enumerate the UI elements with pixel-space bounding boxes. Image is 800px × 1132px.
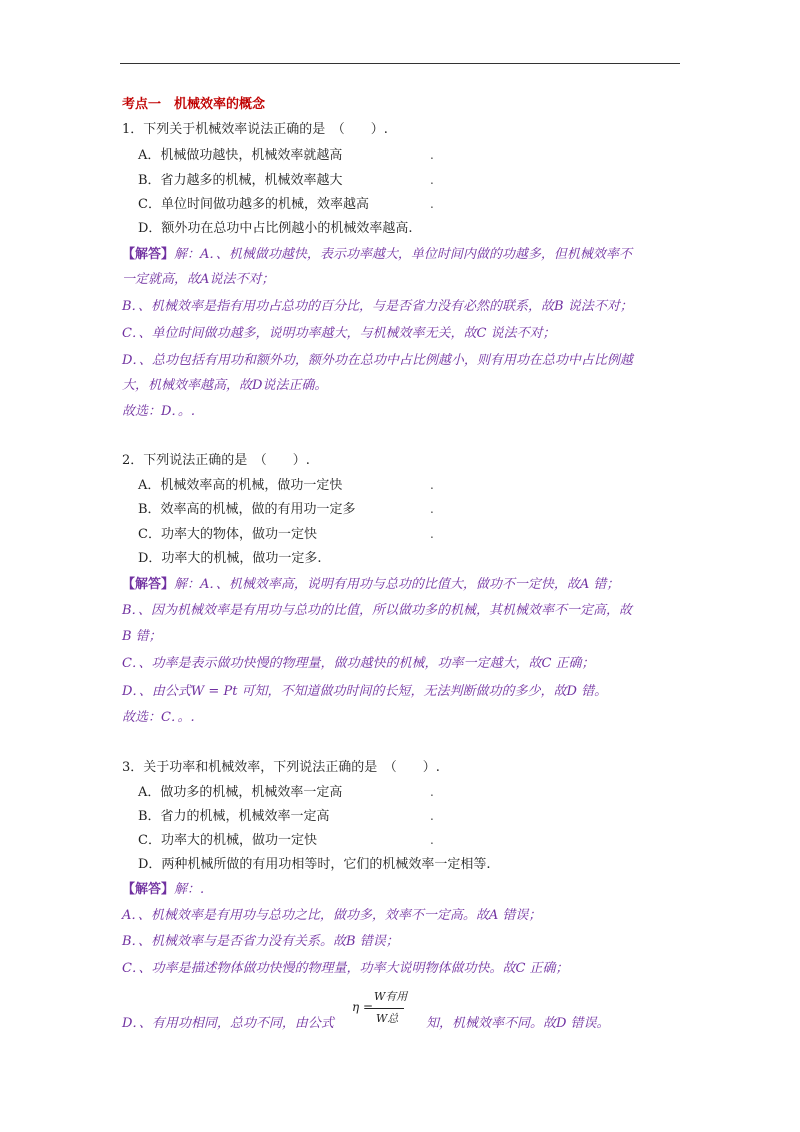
formula-lhs: η =: [352, 1000, 374, 1014]
question-1-answer-line-2: 一定就高，故A说法不对；: [122, 272, 275, 287]
answer-label: 【解答】: [122, 577, 175, 592]
question-2-stem: 2．下列说法正确的是 （ ）.: [122, 453, 310, 468]
question-1-answer-line-6: 大，机械效率越高，故D说法正确。: [122, 378, 328, 393]
question-1-answer-line-7: 故选：D．。.: [122, 404, 196, 419]
trailing-dot: .: [430, 785, 434, 799]
question-1-answer-line-3: B．、机械效率是指有用功占总功的百分比，与是否省力没有必然的联系，故B 说法不对；: [122, 299, 633, 314]
question-3-answer-line-2: A．、机械效率是有用功与总功之比，做功多，效率不一定高。故A 错误；: [122, 908, 542, 923]
header-rule: [120, 63, 680, 64]
formula-numerator: W有用: [374, 990, 408, 1003]
question-3-answer-line-3: B．、机械效率与是否省力没有关系。故B 错误；: [122, 934, 399, 949]
question-3-option-b: B．省力的机械，机械效率一定高: [138, 809, 330, 824]
question-1-answer-line-1: 【解答】解：A．、机械做功越快，表示功率越大，单位时间内做的功越多，但机械效率不: [122, 247, 632, 262]
question-2-option-a: A．机械效率高的机械，做功一定快: [138, 478, 343, 493]
question-1-option-c: C．单位时间做功越多的机械，效率越高: [138, 197, 369, 212]
question-1-answer-line-5: D．、总功包括有用功和额外功，额外功在总功中占比例越小，则有用功在总功中占比例越: [122, 353, 633, 368]
question-1-option-a: A．机械做功越快，机械效率就越高: [138, 148, 343, 163]
fraction-bar: [370, 1008, 404, 1009]
formula-denominator: W总: [376, 1012, 399, 1025]
question-3-stem: 3．关于功率和机械效率，下列说法正确的是 （ ）.: [122, 760, 440, 775]
question-3-answer-line-4: C．、功率是描述物体做功快慢的物理量，功率大说明物体做功快。故C 正确；: [122, 961, 569, 976]
trailing-dot: .: [430, 478, 434, 492]
trailing-dot: .: [430, 173, 434, 187]
trailing-dot: .: [430, 527, 434, 541]
question-1-stem: 1．下列关于机械效率说法正确的是 （ ）.: [122, 122, 388, 137]
question-3-option-a: A．做功多的机械，机械效率一定高: [138, 785, 343, 800]
answer-label: 【解答】: [122, 247, 175, 262]
question-1-answer-line-4: C．、单位时间做功越多，说明功率越大，与机械效率无关，故C 说法不对；: [122, 326, 556, 341]
question-3-option-d: D．两种机械所做的有用功相等时，它们的机械效率一定相等.: [138, 857, 491, 872]
question-2-answer-line-1: 【解答】解：A．、机械效率高，说明有用功与总功的比值大，做功不一定快，故A 错；: [122, 577, 620, 592]
trailing-dot: .: [430, 833, 434, 847]
question-2-option-b: B．效率高的机械，做的有用功一定多: [138, 502, 356, 517]
question-2-answer-line-5: D．、由公式W = Pt 可知，不知道做功时间的长短，无法判断做功的多少，故D 错。: [122, 684, 608, 699]
section-title: 考点一 机械效率的概念: [122, 97, 266, 112]
question-1-option-b: B．省力越多的机械，机械效率越大: [138, 173, 343, 188]
trailing-dot: .: [430, 197, 434, 211]
question-2-answer-line-2: B．、因为机械效率是有用功与总功的比值，所以做功多的机械，其机械效率不一定高，故: [122, 603, 633, 618]
trailing-dot: .: [430, 148, 434, 162]
question-2-answer-line-4: C．、功率是表示做功快慢的物理量，做功越快的机械，功率一定越大，故C 正确；: [122, 656, 595, 671]
question-3-answer-line-5: D．、有用功相同，总功不同，由公式: [122, 1016, 334, 1031]
question-3-answer-line-1: 【解答】解：.: [122, 882, 205, 897]
trailing-dot: .: [430, 502, 434, 516]
question-2-option-c: C．功率大的物体，做功一定快: [138, 527, 317, 542]
question-2-option-d: D．功率大的机械，做功一定多.: [138, 551, 322, 566]
answer-label: 【解答】: [122, 882, 175, 897]
question-3-option-c: C．功率大的机械，做功一定快: [138, 833, 317, 848]
question-2-answer-line-6: 故选：C．。.: [122, 710, 195, 725]
question-2-answer-line-3: B 错；: [122, 629, 162, 644]
trailing-dot: .: [430, 809, 434, 823]
question-3-answer-line-6: 知，机械效率不同。故D 错误。: [426, 1016, 610, 1031]
question-1-option-d: D．额外功在总功中占比例越小的机械效率越高.: [138, 221, 413, 236]
efficiency-formula: [352, 988, 422, 1024]
